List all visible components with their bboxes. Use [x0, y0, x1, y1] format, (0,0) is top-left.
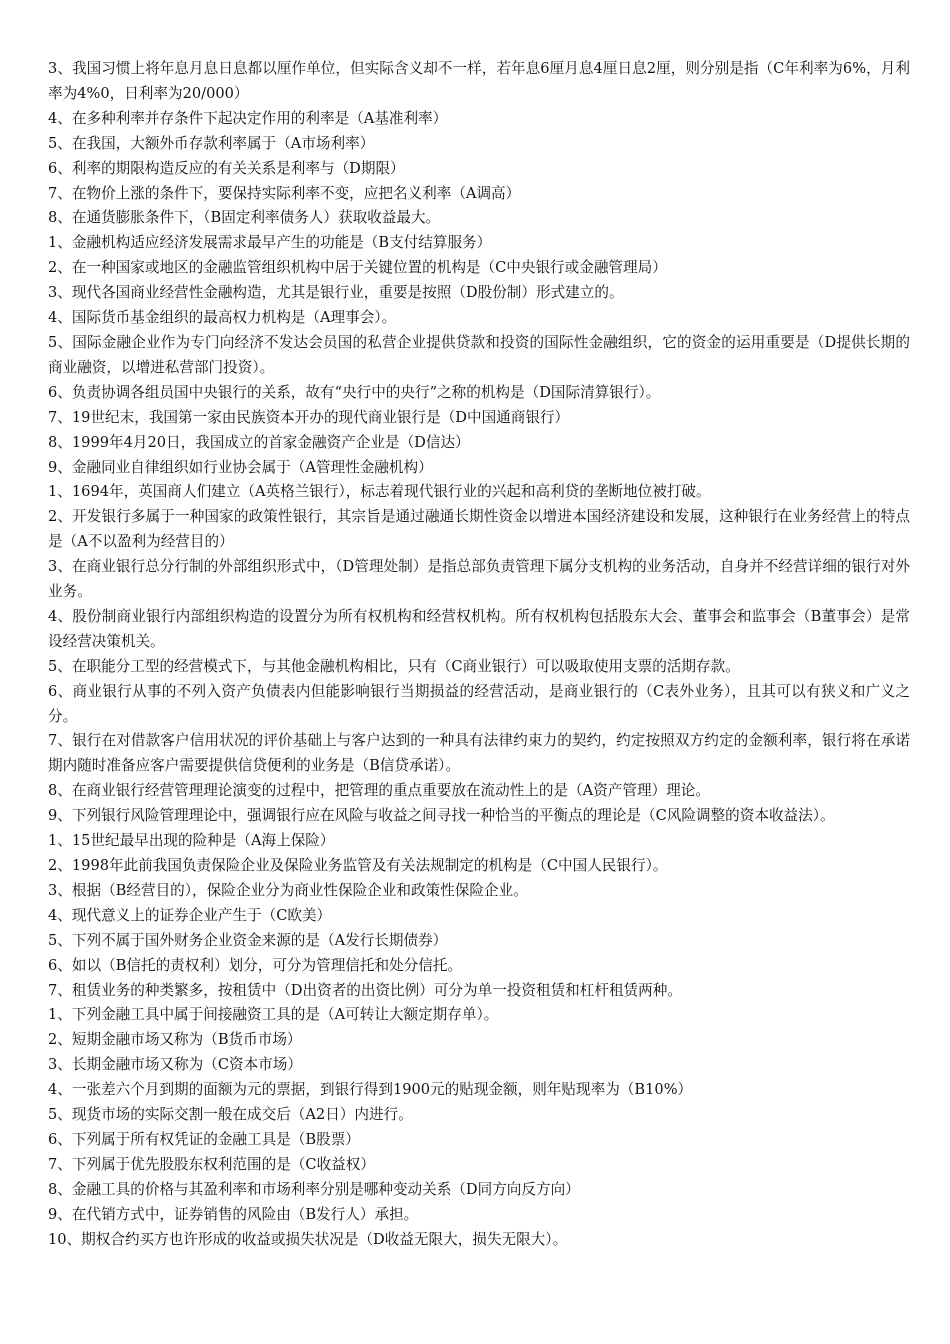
question-item: 8、在通货膨胀条件下，（B固定利率债务人）获取收益最大。 — [48, 209, 441, 227]
question-item: 7、下列属于优先股股东权利范围的是（C收益权） — [48, 1155, 375, 1173]
question-item: 6、商业银行从事的不列入资产负债表内但能影响银行当期损益的经营活动，是商业银行的（C表外业务），且其可以有狭义和广义之分。 — [48, 682, 910, 725]
question-item: 3、在商业银行总分行制的外部组织形式中，（D管理处制）是指总部负责管理下属分支机构的业务活动，自身并不经营详细的银行对外业务。 — [48, 558, 910, 601]
question-item: 2、短期金融市场又称为（B货币市场） — [48, 1031, 302, 1049]
question-item: 7、19世纪末，我国第一家由民族资本开办的现代商业银行是（D中国通商银行） — [48, 408, 570, 426]
question-item: 4、现代意义上的证券企业产生于（C欧美） — [48, 906, 332, 924]
question-item: 1、金融机构适应经济发展需求最早产生的功能是（B支付结算服务） — [48, 234, 492, 252]
question-item: 6、负责协调各组员国中央银行的关系，故有“央行中的央行”之称的机构是（D国际清算银行）。 — [48, 383, 661, 401]
question-item: 5、下列不属于国外财务企业资金来源的是（A发行长期债券） — [48, 931, 448, 949]
question-item: 3、现代各国商业经营性金融构造，尤其是银行业，重要是按照（D股份制）形式建立的。 — [48, 284, 624, 302]
question-item: 6、下列属于所有权凭证的金融工具是（B股票） — [48, 1130, 360, 1148]
question-item: 3、我国习惯上将年息月息日息都以厘作单位，但实际含义却不一样，若年息6厘月息4厘日息2厘，则分别是指（C年利率为6%，月利率为4%0，日利率为20/000） — [48, 60, 910, 102]
question-item: 5、现货市场的实际交割一般在成交后（A2日）内进行。 — [48, 1106, 413, 1124]
question-item: 4、股份制商业银行内部组织构造的设置分为所有权机构和经营权机构。所有权机构包括股东大会、董事会和监事会（B董事会）是常设经营决策机关。 — [48, 607, 910, 650]
question-item: 8、1999年4月20日，我国成立的首家金融资产企业是（D信达） — [48, 433, 470, 451]
document-body — [48, 57, 910, 1253]
question-item: 5、在我国，大额外币存款利率属于（A市场利率） — [48, 134, 375, 152]
question-item: 1、1694年，英国商人们建立（A英格兰银行），标志着现代银行业的兴起和高利贷的垄断地位被打破。 — [48, 483, 711, 501]
question-item: 9、金融同业自律组织如行业协会属于（A管理性金融机构） — [48, 458, 433, 476]
question-item: 3、长期金融市场又称为（C资本市场） — [48, 1056, 302, 1074]
question-item: 2、1998年此前我国负责保险企业及保险业务监管及有关法规制定的机构是（C中国人民银行）。 — [48, 857, 668, 874]
question-item: 10、期权合约买方也许形成的收益或损失状况是（D收益无限大，损失无限大）。 — [48, 1230, 568, 1248]
question-item: 6、利率的期限构造反应的有关关系是利率与（D期限） — [48, 159, 405, 177]
question-item: 4、在多种利率并存条件下起决定作用的利率是（A基准利率） — [48, 109, 448, 127]
question-item: 1、15世纪最早出现的险种是（A海上保险） — [48, 832, 335, 850]
question-item: 5、在职能分工型的经营模式下，与其他金融机构相比，只有（C商业银行）可以吸取使用支票的活期存款。 — [48, 657, 740, 675]
question-item: 7、银行在对借款客户信用状况的评价基础上与客户达到的一种具有法律约束力的契约，约定按照双方约定的金额利率，银行将在承诺期内随时准备应客户需要提供信贷便利的业务是（B信贷承诺）。 — [48, 732, 910, 775]
question-item: 5、国际金融企业作为专门向经济不发达会员国的私营企业提供贷款和投资的国际性金融组织，它的资金的运用重要是（D提供长期的商业融资，以增进私营部门投资）。 — [48, 333, 910, 376]
question-item: 2、在一种国家或地区的金融监管组织机构中居于关键位置的机构是（C中央银行或金融管理局） — [48, 259, 667, 277]
question-item: 7、在物价上涨的条件下，要保持实际利率不变，应把名义利率（A调高） — [48, 184, 521, 202]
question-item: 3、根据（B经营目的），保险企业分为商业性保险企业和政策性保险企业。 — [48, 881, 528, 899]
question-item: 1、下列金融工具中属于间接融资工具的是（A可转让大额定期存单）。 — [48, 1006, 499, 1024]
question-item: 4、一张差六个月到期的面额为元的票据，到银行得到1900元的贴现金额，则年贴现率为（B10%） — [48, 1081, 693, 1099]
question-item: 2、开发银行多属于一种国家的政策性银行，其宗旨是通过融通长期性资金以增进本国经济建设和发展，这种银行在业务经营上的特点是（A不以盈利为经营目的） — [48, 508, 910, 551]
question-item: 9、在代销方式中，证券销售的风险由（B发行人）承担。 — [48, 1205, 419, 1223]
question-item: 4、国际货币基金组织的最高权力机构是（A理事会）。 — [48, 309, 397, 327]
question-item: 8、在商业银行经营管理理论演变的过程中，把管理的重点重要放在流动性上的是（A资产管理）理论。 — [48, 782, 710, 800]
question-item: 7、租赁业务的种类繁多，按租赁中（D出资者的出资比例）可分为单一投资租赁和杠杆租赁两种。 — [48, 981, 682, 999]
question-item: 6、如以（B信托的责权利）划分，可分为管理信托和处分信托。 — [48, 956, 463, 974]
question-item: 9、下列银行风险管理理论中，强调银行应在风险与收益之间寻找一种恰当的平衡点的理论是（C风险调整的资本收益法）。 — [48, 807, 835, 825]
question-item: 8、金融工具的价格与其盈利率和市场利率分别是哪种变动关系（D同方向反方向） — [48, 1180, 580, 1198]
